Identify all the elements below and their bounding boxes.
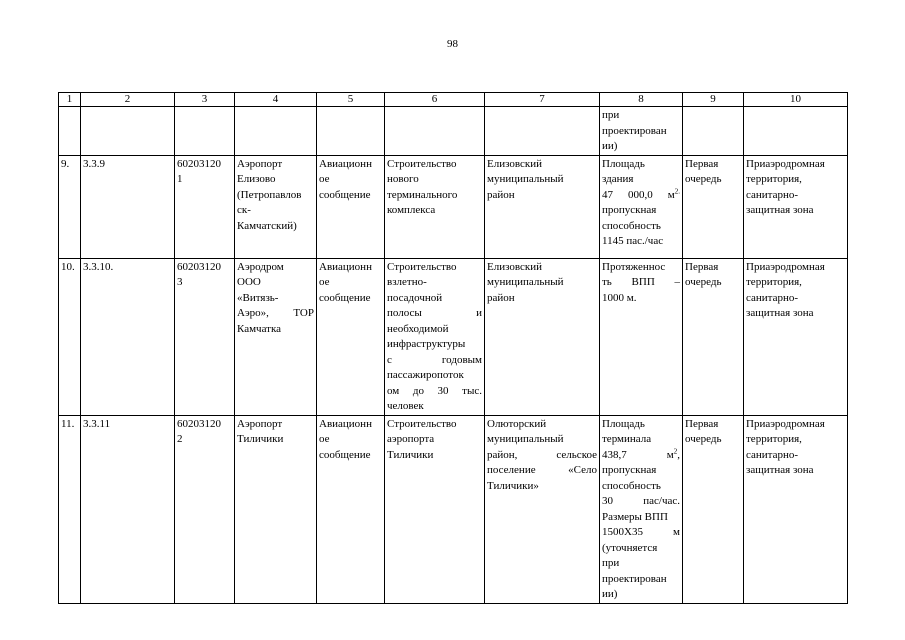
cell [683,107,744,156]
cell [317,107,385,156]
stage-cell: Первая очередь [683,258,744,415]
cell [175,107,235,156]
name-cell: Аэродром ООО «Витязь- Аэро», ТОР Камчатка [235,258,317,415]
table-row [59,415,848,603]
col-header: 4 [235,93,317,107]
row-number: 10. [59,258,81,415]
planning-table [58,92,848,604]
page-number: 98 [447,38,458,50]
purpose-cell: Строительство взлетно- посадочной полосы и необходимой инфраструктуры с годовым пассажиропоток ом до 30 тыс. человек [385,258,485,415]
table-row [59,258,848,415]
id-cell: 60203120 1 [175,155,235,258]
continuation-row [59,107,848,156]
kind-cell: Авиационн ое сообщение [317,258,385,415]
code-cell: 3.3.9 [81,155,175,258]
kind-cell: Авиационн ое сообщение [317,415,385,603]
cell [59,107,81,156]
col-header: 1 [59,93,81,107]
col-header: 8 [600,93,683,107]
purpose-cell: Строительство аэропорта Тиличики [385,415,485,603]
col-header: 9 [683,93,744,107]
cell [744,107,848,156]
params-cell: при проектирован ии) [600,107,683,156]
id-cell: 60203120 3 [175,258,235,415]
name-cell: Аэропорт Елизово (Петропавлов ск- Камчатский) [235,155,317,258]
table-row [59,155,848,258]
col-header: 7 [485,93,600,107]
code-cell: 3.3.10. [81,258,175,415]
zone-cell: Приаэродромная территория, санитарно- защитная зона [744,155,848,258]
cell [385,107,485,156]
kind-cell: Авиационн ое сообщение [317,155,385,258]
params-cell: Площадь здания 47 000,0 $м^{2.}$ пропускная способность 1145 пас./час [600,155,683,258]
location-cell: Елизовский муниципальный район [485,155,600,258]
col-header: 10 [744,93,848,107]
col-header: 3 [175,93,235,107]
location-cell: Елизовский муниципальный район [485,258,600,415]
cell [81,107,175,156]
name-cell: Аэропорт Тиличики [235,415,317,603]
header-row [59,93,848,107]
params-cell: Площадь терминала 438,7 $м^2$, пропускная способность 30 пас/час. Размеры ВПП 1500Х35 м (уточняется при проектирован ии) [600,415,683,603]
row-number: 9. [59,155,81,258]
code-cell: 3.3.11 [81,415,175,603]
col-header: 2 [81,93,175,107]
cell [485,107,600,156]
purpose-cell: Строительство нового терминального комплекса [385,155,485,258]
cell [235,107,317,156]
location-cell: Олюторский муниципальный район, сельское поселение «Село Тиличики» [485,415,600,603]
id-cell: 60203120 2 [175,415,235,603]
zone-cell: Приаэродромная территория, санитарно- защитная зона [744,258,848,415]
row-number: 11. [59,415,81,603]
col-header: 6 [385,93,485,107]
stage-cell: Первая очередь [683,415,744,603]
stage-cell: Первая очередь [683,155,744,258]
params-cell: Протяженнос ть ВПП – 1000 м. [600,258,683,415]
zone-cell: Приаэродромная территория, санитарно- защитная зона [744,415,848,603]
col-header: 5 [317,93,385,107]
